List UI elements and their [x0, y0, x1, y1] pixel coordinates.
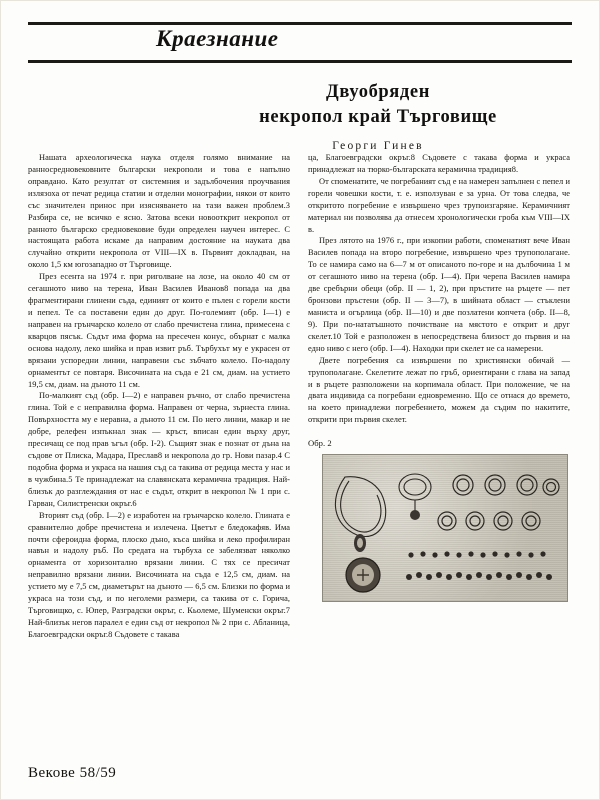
paragraph: Нашата археологическа наука отделя голямо внимание на ранносредновековните български некрополи и това е напълно оправдано. Като резултат от системния и задълбочения проучвания излязоха от печат редица статии и отделни монографии, някои от които със значителен принос при изясняването на тази важен проблем.3 Разбира се, не всичко е ясно. Затова всеки новооткрит некропол от ранното българско средновековие буди определен научен интерес. С настоящата работа искаме да направим достояние на науката два случайно открити некропола от VIII—IX в. Първият докладван, на около 1,5 км югозападно от Търговище. [28, 153, 290, 270]
masthead [28, 18, 572, 64]
article-header [218, 80, 538, 152]
article-body [28, 152, 572, 742]
journal-footer: Векове 58/59 [28, 765, 117, 781]
paragraph: Двете погребения са извършени по християнски обичай — трупополагане. Скелетите лежат по гръб, ориентирани с глава на запад и в ръцете разположени на корпимала област. При положение, че на двата индивида са погребани едновременно. Що се отнася до времето, на което принадлежи погребението, можем да съдим по накитите, открити при първия скелет. [308, 355, 570, 425]
masthead-rule-bottom [28, 60, 572, 63]
paragraph: По-малкият съд (обр. I—2) е направен ръчно, от слабо пречистена глина. Той е с неправилна форма. Направен от черна, зърнеста глина. Повърхността му е неравна, а дъното 11 см. По него линии, макар и не добре, релефен изпъкнал знак — кръст, вписан един върху друг, пресичащ се под прав ъгъл (обр. I-2). Същият знак е познат от дъна на съдове от Плиска, Мадара, Преслав8 и некропола до гр. Нови пазар.4 С подобна форма и украса на нашия съд са такива от редица места у нас и в чужбина.5 Те принадлежат на славянската керамична традиция. Най-близък до разглеждания от нас е съдът, открит в некропол № 1 при с. Гарван, Силистренски окръг.6 [28, 391, 290, 508]
paragraph: През есента на 1974 г. при риголване на лозе, на около 40 см от сегашното ниво на терена, Иван Василев Иванов8 попада на два фрагментирани глинени съда, единият от които е пълен с горели кости и пепел. Те са поставени един до друг. По-големият (обр. I—1) е направен на грънчарско колело от слабо пречистена глина, примесена с кварцов пясък. Съдът има форма на пресечен конус, обърнат с малка основа надолу, леко шийка и прав извит ръб. Търбухът му е украсен от врязани успоредни линии, направени със зъбчато колело. По-надолу орнаментът се повтаря. Височината на съда е 21 см, диам. на устието 19,5 см, диам. на дъното 11 см. [28, 272, 290, 389]
paragraph: През лятото на 1976 г., при изкопни работи, споменатият вече Иван Василев попада на второ погребение, извършено чрез трупополагане. То се намира само на 6—7 м от описаното по-горе и на дълбочина 1 м от сегашното ниво на терена (обр. I—4). При черепа Василев намира две сребърни обеци (обр. II — 1, 2), при пръстите на ръцете — пет бронзови пръстени (обр. II — 3—7), в шийната област — стъклени маниста и огърлица (обр. II—10) и две позлатени копчета (обр. II—8, 9). При по-нататъшното почистване на мястото е открит и друг скелет.10 Той е разположен в непосредствена близост до първия и на едно ниво с него (обр. I—4). Находки при скелет не са намерени. [308, 236, 570, 353]
article-title-line-1: Двуобряден [326, 82, 430, 102]
article-title-line-2: некропол край Търговище [259, 106, 497, 127]
column-left [28, 152, 290, 742]
article-author: Георги Гинев [332, 139, 424, 152]
figure-image [322, 454, 568, 602]
masthead-rule-top [28, 22, 572, 25]
column-right [308, 152, 570, 742]
section-title: Краезнание [156, 26, 279, 51]
figure-2 [308, 437, 570, 602]
paragraph: ца, Благоевградски окръг.8 Съдовете с такава форма и украса принадлежат на тюрко-българската керамична традиция8. [308, 153, 570, 174]
figure-caption: Обр. 2 [308, 438, 332, 449]
paragraph: Вторият съд (обр. I—2) е изработен на грънчарско колело. Глината е сравнително добре пречистена и излечена. Цветът е бледокафяв. Има почти сфероидна форма, плоско дъно, къса шийка и леко профилиран навън и надолу ръб. По средата на търбуха се забелязват няколко орнамента от хоризонтално врязани линии. С тях се пресичат неправилно врязани линии. Височината на съда е 12,5 см, диам. на устието му е 7,5 см, диаметърът на дъното — 6,5 см. Близки по форма и украса на този съд, и по неголеми размери, са такива от с. Горича, Търговищко, с. Юпер, Разградски окръг, с. Кьолеме, Шуменски окръг.7 Най-близък негов паралел е един съд от некропол № 2 при с. Абланица, Благоевградски окръг.8 Съдовете с такава [28, 510, 290, 639]
artifact-plate-drawing [323, 455, 567, 601]
paragraph: От споменатите, че погребаният съд е на намерен запълнен с пепел и горели човешки кости, т. е. използуван е за урна. От това следва, че откритото погребение е извършено чрез трупоизгаряне. Керамичният материал ни позволява да отнесем хронологически гроба към VIII—IX в. [308, 176, 570, 234]
